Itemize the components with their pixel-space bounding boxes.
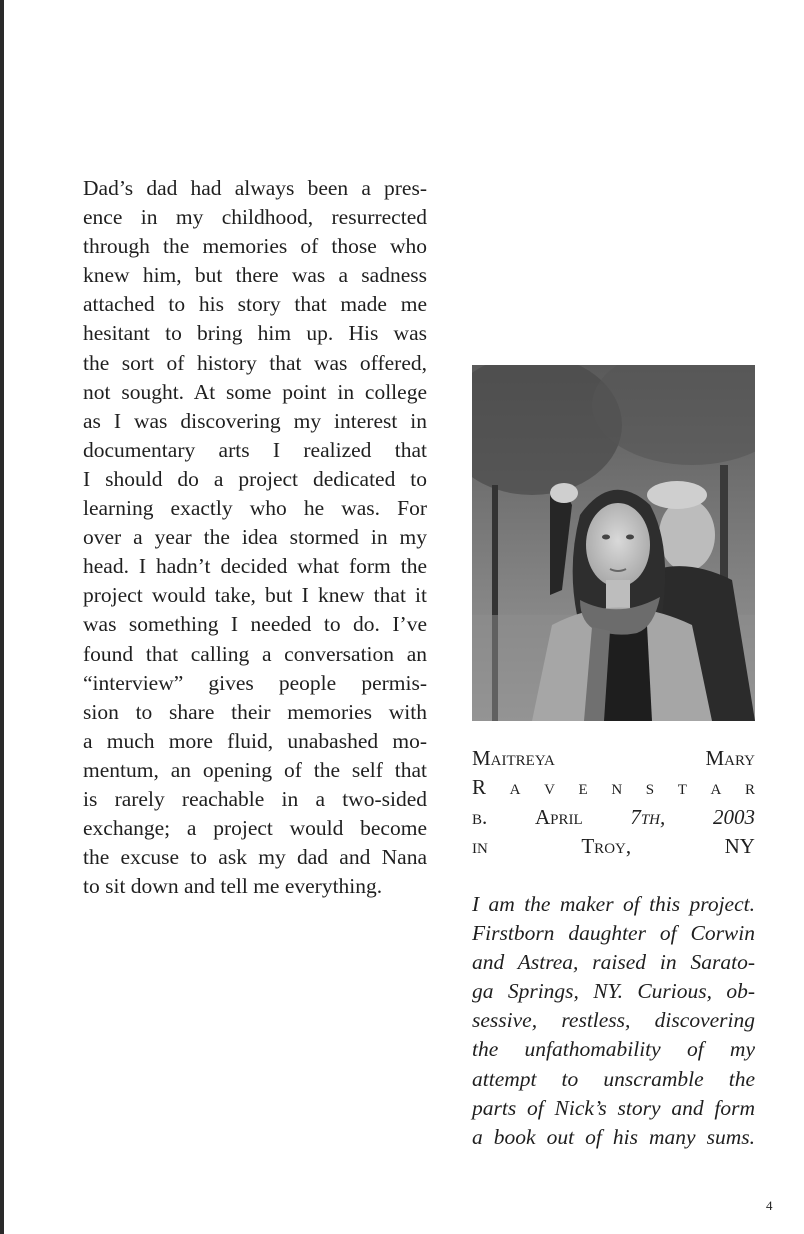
caption-born-month: April (534, 804, 583, 829)
caption-surname-letter: R (472, 775, 487, 800)
bio-text-line: a book out of his many sums. (472, 1124, 755, 1149)
page-number: 4 (766, 1198, 773, 1213)
bio-text-line: ga Springs, NY. Curious, ob- (472, 979, 755, 1004)
body-text-line: I should do a project dedicated to (83, 466, 427, 491)
body-text-line: through the memories of those who (83, 234, 427, 259)
body-text-line: over a year the idea stormed in my (83, 525, 427, 550)
body-text-line: attached to his story that made me (83, 292, 427, 317)
body-text-line: to sit down and tell me everything. (83, 874, 383, 899)
body-text-line: the excuse to ask my dad and Nana (83, 845, 427, 870)
photo-caption (472, 744, 755, 861)
bio-text-line: sessive, restless, discovering (472, 1008, 755, 1033)
caption-name-row (472, 744, 755, 773)
caption-surname-letter: a (710, 775, 722, 800)
body-text-line: project would take, but I knew that it (83, 583, 427, 608)
caption-state: NY (724, 833, 755, 858)
caption-birth-row (472, 803, 755, 832)
body-paragraph (83, 174, 427, 901)
caption-in-word: in (472, 833, 488, 858)
bio-text-line: the unfathomability of my (472, 1037, 755, 1062)
body-text-line: as I was discovering my interest in (83, 408, 427, 433)
bio-text-line: and Astrea, raised in Sarato- (472, 950, 755, 975)
body-text-line: hesitant to bring him up. His was (83, 321, 427, 346)
portrait-photo (472, 365, 755, 721)
portrait-photo-icon (472, 365, 755, 721)
caption-born-prefix: b. (472, 804, 488, 829)
caption-surname-letter: n (611, 775, 623, 800)
body-text-line: Dad’s dad had always been a pres- (83, 176, 427, 200)
caption-surname-letter: r (744, 775, 755, 800)
caption-place-row (472, 832, 755, 861)
body-text-line: mentum, an opening of the self that (83, 757, 427, 782)
bio-text-line: parts of Nick’s story and form (472, 1095, 755, 1120)
bio-paragraph (472, 890, 755, 1152)
caption-middle-name: Mary (705, 746, 755, 770)
body-text-line: head. I hadn’t decided what form the (83, 554, 427, 579)
body-text-line: a much more fluid, unabashed mo- (83, 728, 427, 753)
body-text-line: knew him, but there was a sadness (83, 263, 427, 288)
body-text-line: sion to share their memories with (83, 699, 427, 724)
body-text-line: learning exactly who he was. For (83, 496, 427, 521)
body-text-line: documentary arts I realized that (83, 437, 427, 462)
body-text-line: was something I needed to do. I’ve (83, 612, 427, 637)
caption-surname-letter: t (677, 775, 687, 800)
body-text-line: found that calling a conversation an (83, 641, 427, 666)
body-text-line: is rarely reachable in a two-sided (83, 786, 427, 811)
caption-surname-letter: a (509, 775, 521, 800)
caption-city: Troy, (581, 833, 632, 858)
caption-surname-row (472, 773, 755, 802)
caption-surname-letter: v (544, 775, 555, 800)
caption-born-year: 2003 (712, 804, 755, 829)
caption-born-day: 7th, (630, 804, 666, 829)
bio-text-line: Firstborn daughter of Corwin (472, 921, 755, 946)
body-text-line: the sort of history that was offered, (83, 350, 427, 375)
caption-surname-letter: s (645, 775, 655, 800)
bio-text-line: attempt to unscramble the (472, 1066, 755, 1091)
body-text-line: not sought. At some point in college (83, 379, 427, 404)
body-text-line: exchange; a project would become (83, 816, 427, 841)
body-text-line: “interview” gives people permis- (83, 670, 427, 695)
bio-text-line: I am the maker of this project. (472, 892, 755, 916)
caption-surname-letter: e (578, 775, 588, 800)
body-text-line: ence in my childhood, resurrected (83, 205, 427, 230)
caption-first-name: Maitreya (472, 746, 555, 770)
